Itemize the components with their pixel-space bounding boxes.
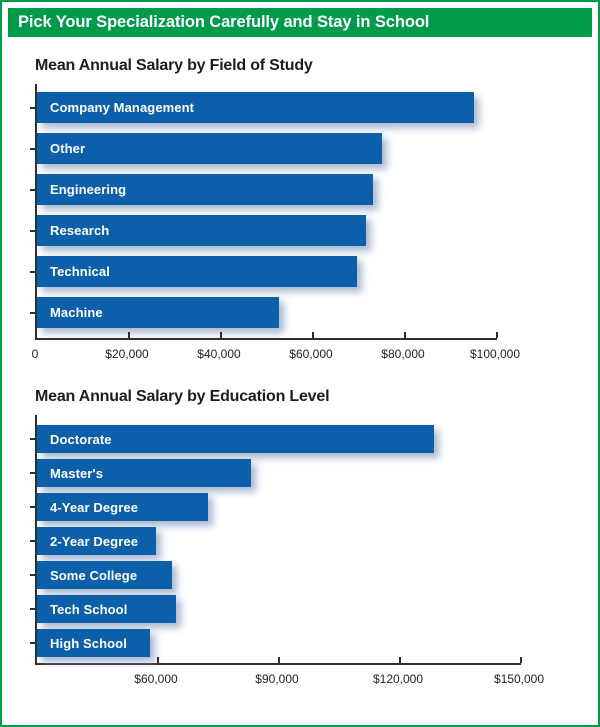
bar-row-research (37, 215, 497, 246)
bar-row-other (37, 133, 497, 164)
x-axis-tick-label: 0 (31, 347, 39, 361)
bar-high-school (37, 629, 150, 657)
x-axis-tick-label: $60,000 (134, 672, 178, 686)
chart-title-field-of-study: Mean Annual Salary by Field of Study (35, 57, 313, 74)
x-axis-tick (157, 657, 159, 663)
x-axis-tick-label: $20,000 (105, 347, 149, 361)
x-axis-tick (128, 332, 130, 338)
bar-label-machine: Machine (50, 305, 103, 320)
x-axis-tick-label: $90,000 (255, 672, 299, 686)
bar-label-research: Research (50, 223, 110, 238)
x-axis-tick (496, 332, 498, 338)
bar-label-engineering: Engineering (50, 182, 127, 197)
x-axis-tick (399, 657, 401, 663)
bar-research (37, 215, 366, 246)
bar-row-some-college (37, 561, 521, 589)
bar-row-master-s (37, 459, 521, 487)
x-axis-tick-label: $120,000 (372, 672, 424, 686)
x-axis-labels-field-of-study (31, 340, 555, 366)
x-axis-labels-education-level (35, 665, 579, 691)
chart-field-of-study (31, 57, 598, 366)
x-axis-tick-label: $40,000 (197, 347, 241, 361)
x-axis-tick (312, 332, 314, 338)
bar-label-other: Other (50, 141, 86, 156)
x-axis-tick-label: $100,000 (469, 347, 521, 361)
bar-doctorate (37, 425, 434, 453)
bar-row-technical (37, 256, 497, 287)
chart-education-level (35, 388, 598, 691)
bar-label-master-s: Master's (50, 465, 104, 481)
banner-title: Pick Your Specialization Carefully and Stay in School (18, 13, 430, 31)
bar-4-year-degree (37, 493, 208, 521)
bar-engineering (37, 174, 373, 205)
bar-machine (37, 297, 279, 328)
bar-master-s (37, 459, 251, 487)
chart-title-education-level: Mean Annual Salary by Education Level (35, 388, 330, 405)
bar-row-4-year-degree (37, 493, 521, 521)
x-axis-tick (520, 657, 522, 663)
bar-2-year-degree (37, 527, 156, 555)
bar-label-technical: Technical (50, 264, 110, 279)
x-axis-tick-label: $150,000 (493, 672, 545, 686)
bar-row-machine (37, 297, 497, 328)
bar-label-high-school: High School (50, 635, 127, 651)
bar-row-tech-school (37, 595, 521, 623)
bar-label-tech-school: Tech School (50, 601, 128, 617)
bar-label-company-management: Company Management (50, 100, 195, 115)
bar-row-high-school (37, 629, 521, 657)
x-axis-tick (220, 332, 222, 338)
x-axis-tick (404, 332, 406, 338)
bar-row-doctorate (37, 425, 521, 453)
bar-technical (37, 256, 357, 287)
bar-other (37, 133, 382, 164)
plot-area-field-of-study (35, 84, 497, 340)
bar-company-management (37, 92, 474, 123)
bar-label-4-year-degree: 4-Year Degree (50, 499, 139, 515)
bar-row-engineering (37, 174, 497, 205)
plot-area-education-level (35, 415, 521, 665)
bar-tech-school (37, 595, 176, 623)
bar-some-college (37, 561, 172, 589)
bar-label-2-year-degree: 2-Year Degree (50, 533, 139, 549)
bar-row-company-management (37, 92, 497, 123)
banner (8, 8, 592, 37)
x-axis-tick-label: $60,000 (289, 347, 333, 361)
x-axis-tick-label: $80,000 (381, 347, 425, 361)
bar-label-some-college: Some College (50, 567, 138, 583)
bar-label-doctorate: Doctorate (50, 431, 112, 447)
bar-row-2-year-degree (37, 527, 521, 555)
x-axis-tick (278, 657, 280, 663)
